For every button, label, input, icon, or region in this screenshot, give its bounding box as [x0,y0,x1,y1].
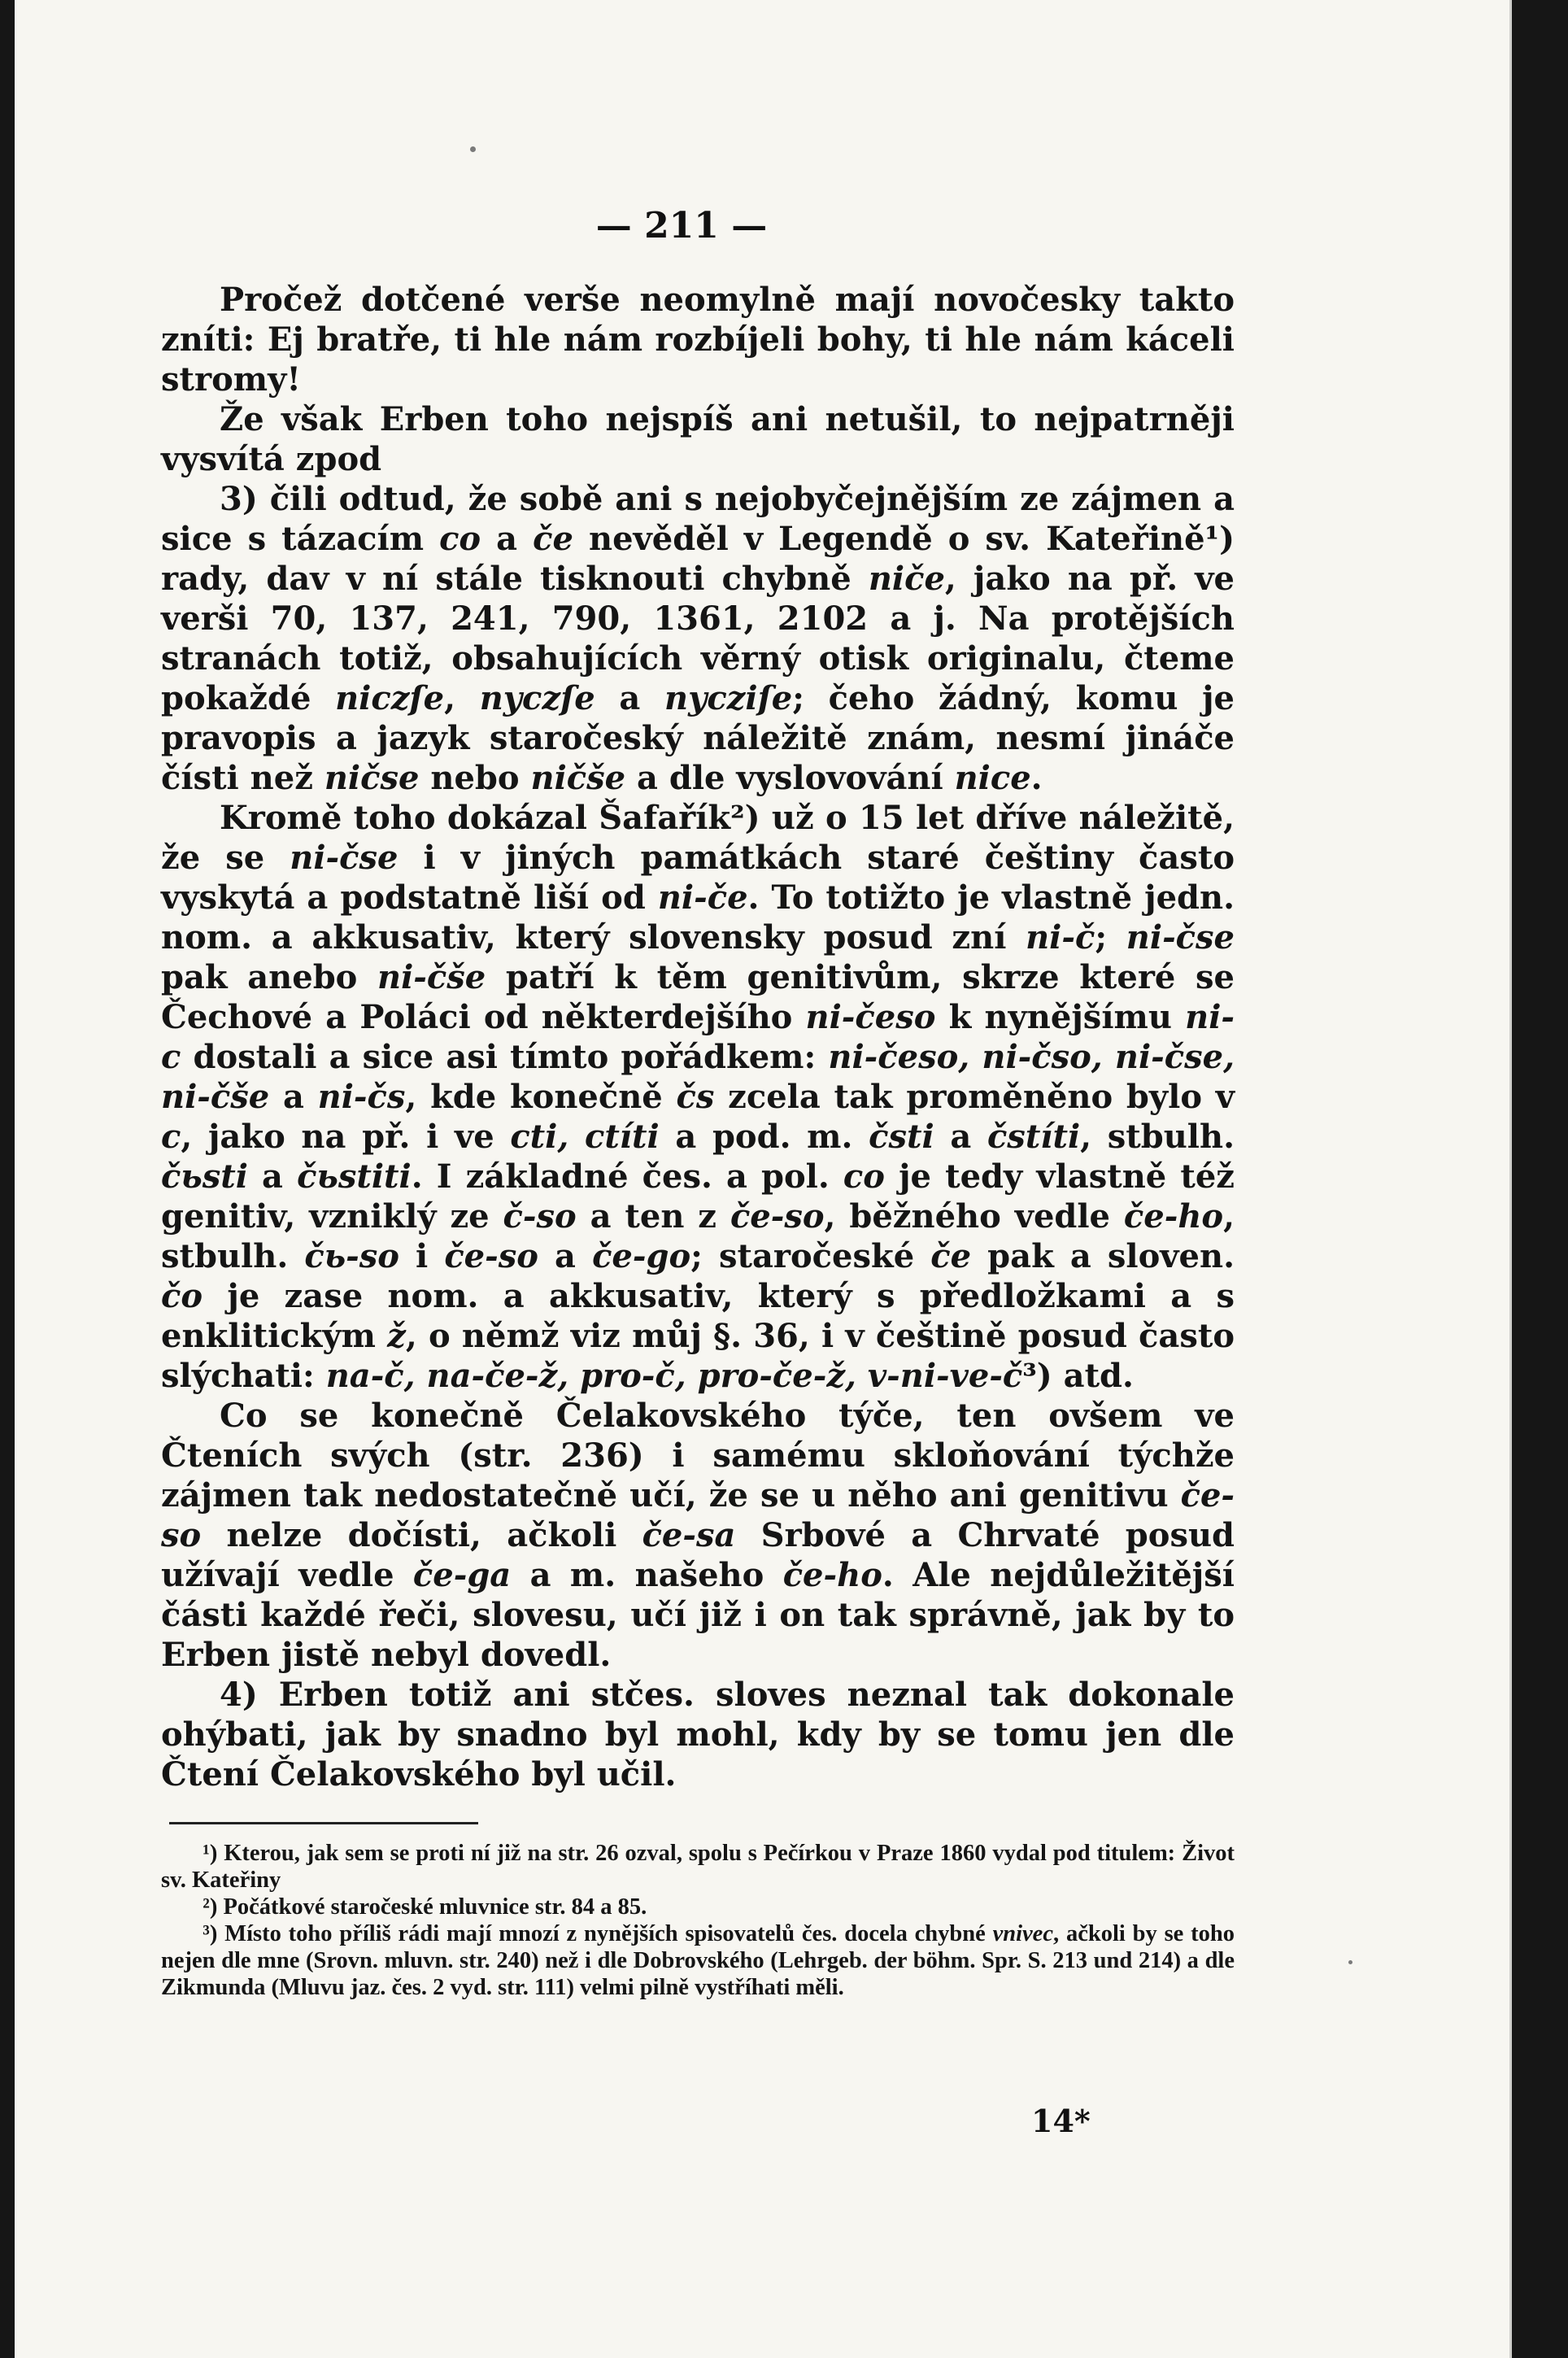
paragraph: 4) Erben totiž ani stčes. sloves neznal tak dokonale ohýbati, jak by snadno byl mohl, kdy by se tomu jen dle Čtení Čelakovského byl učil. [161,1676,1235,1794]
paragraph: 3) čili odtud, že sobě ani s nejobyčejnějším ze zájmen a sice s tázacím co a če nevěděl v Legendě o sv. Kateřině¹) rady, dav v ní stále tisknouti chybně niče, jako na př. ve verši 70, 137, 241, 790, 1361, 2102 a j. Na protějších stranách totiž, obsahujících věrný otisk originalu, čteme pokaždé niczſe, nyczſe a nycziſe; čeho žádný, komu je pravopis a jazyk staročeský náležitě znám, nesmí jináče čísti než ničse nebo ničše a dle vyslovování nice. [161,480,1235,797]
book-page [15,0,1512,2358]
footnote: ³) Místo toho příliš rádi mají mnozí z nynějších spisovatelů čes. docela chybné vnivec, ačkoli by se toho nejen dle mne (Srovn. mluvn. str. 240) než i dle Dobrovského (Lehrgeb. der böhm. Spr. S. 213 und 214) a dle Zikmunda (Mluvu jaz. čes. 2 vyd. str. 111) velmi pilně vystříhati měli. [161,1921,1235,2000]
footnotes [161,1840,1235,2001]
page-number: — 211 — [595,205,768,246]
paragraph: Kromě toho dokázal Šafařík²) už o 15 let dříve náležitě, že se ni-čse i v jiných památkách staré češtiny často vyskytá a podstatně liší od ni-če. To totižto je vlastně jedn. nom. a akkusativ, který slovensky posud zní ni-č; ni-čse pak anebo ni-čše patří k těm genitivům, skrze které se Čechové a Poláci od některdejšího ni-česo k nynějšímu ni-c dostali a sice asi tímto pořádkem: ni-česo, ni-čso, ni-čse, ni-čše a ni-čs, kde konečně čs zcela tak proměněno bylo v c, jako na př. i ve cti, ctíti a pod. m. čsti a čstíti, stbulh. čьsti a čьstiti. I základné čes. a pol. co je tedy vlastně též genitiv, vzniklý ze č-so a ten z če-so, běžného vedle če-ho, stbulh. čь-so i če-so a če-go; staročeské če pak a sloven. čo je zase nom. a akkusativ, který s předložkami a s enklitickým ž, o němž viz můj §. 36, i v češtině posud často slýchati: na-č, na-če-ž, pro-č, pro-če-ž, v-ni-ve-č³) atd. [161,799,1235,1395]
dust-speck [1348,1960,1352,1964]
paragraph: Co se konečně Čelakovského týče, ten ovšem ve Čteních svých (str. 236) i samému skloňování týchže zájmen tak nedostatečně učí, že se u něho ani genitivu če-so nelze dočísti, ačkoli če-sa Srbové a Chrvaté posud užívají vedle če-ga a m. našeho če-ho. Ale nejdůležitější části každé řeči, slovesu, učí již i on tak správně, jak by to Erben jistě nebyl dovedl. [161,1397,1235,1674]
main-text [161,280,1235,1794]
footnote-separator [169,1822,478,1824]
signature-mark: 14* [1031,2103,1091,2139]
footnote: ¹) Kterou, jak sem se proti ní již na str. 26 ozval, spolu s Pečírkou v Praze 1860 vydal pod titulem: Život sv. Kateřiny [161,1841,1235,1893]
dust-speck [470,146,476,152]
footnote: ²) Počátkové staročeské mluvnice str. 84 a 85. [203,1894,647,1920]
paragraph: Že však Erben toho nejspíš ani netušil, to nejpatrněji vysvítá zpod [161,400,1235,478]
paragraph: Pročež dotčené verše neomylně mají novočesky takto zníti: Ej bratře, ti hle nám rozbíjeli bohy, ti hle nám káceli stromy! [161,281,1235,399]
